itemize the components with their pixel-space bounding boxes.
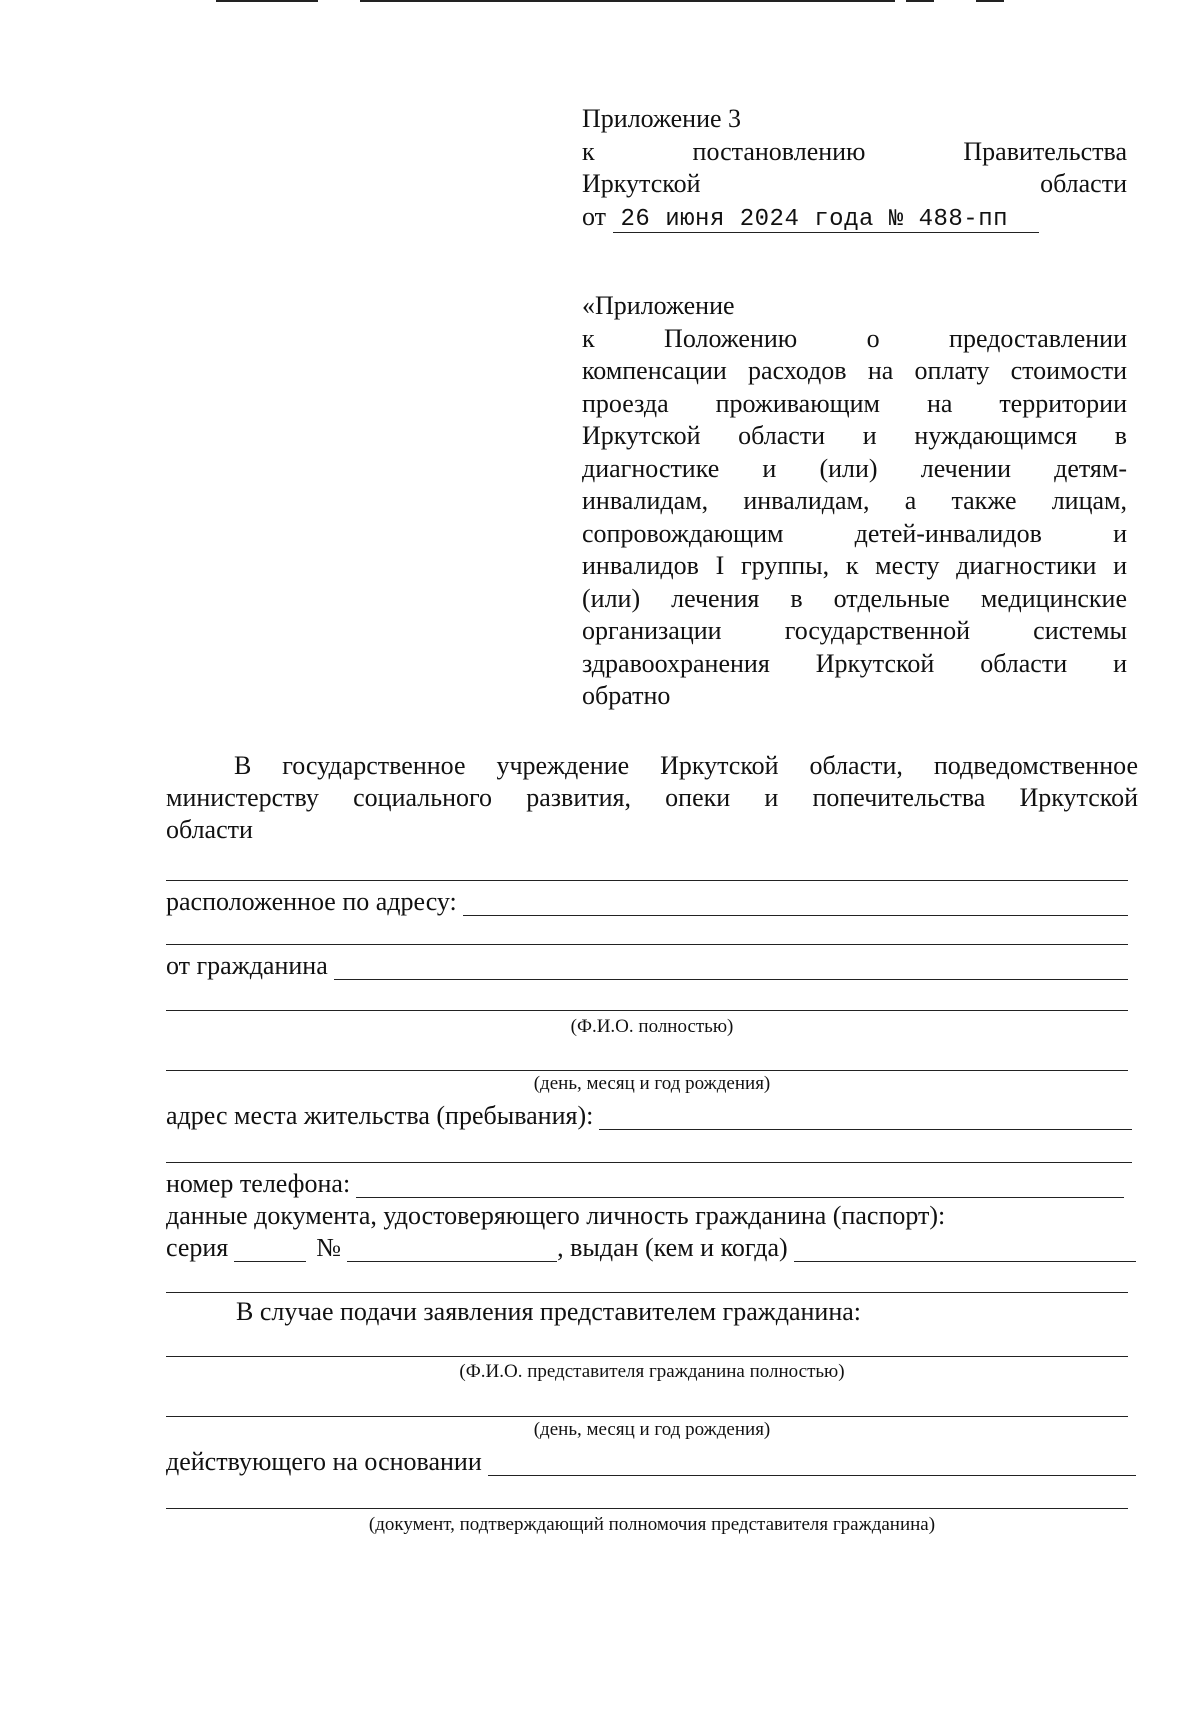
- acting-basis-label: действующего на основании: [166, 1447, 482, 1476]
- acting-basis-field[interactable]: [488, 1449, 1136, 1476]
- number-label: №: [316, 1233, 342, 1262]
- birth-caption: (день, месяц и год рождения): [533, 1073, 771, 1094]
- appendix-title: Приложение 3: [582, 104, 742, 133]
- annex-line: инвалидам, инвалидам, а также лицам,: [582, 486, 1127, 515]
- annex-line: организации государственной системы: [582, 616, 1127, 645]
- scan-artifact-line: [906, 0, 934, 2]
- appendix-resolution-line: к постановлению Правительства: [582, 136, 1128, 166]
- number-field[interactable]: [347, 1235, 557, 1262]
- annex-line: к Положению о предоставлении: [582, 323, 1127, 353]
- appendix-region-line: Иркутской области: [582, 169, 1127, 198]
- rep-birth-caption: (день, месяц и год рождения): [533, 1419, 771, 1440]
- from-citizen-field[interactable]: [334, 953, 1128, 980]
- annex-line: диагностике и (или) лечении детям-: [582, 453, 1127, 483]
- residence-address-row: [166, 1098, 1132, 1130]
- phone-field[interactable]: [356, 1171, 1124, 1198]
- located-at-row: [166, 884, 1128, 916]
- from-citizen-label: от гражданина: [166, 951, 328, 980]
- rep-birth-field[interactable]: [166, 1416, 1128, 1417]
- rep-fio-caption: (Ф.И.О. представителя гражданина полностью): [459, 1361, 845, 1382]
- authority-doc-caption: (документ, подтверждающий полномочия представителя гражданина): [368, 1514, 936, 1535]
- phone-label: номер телефона:: [166, 1169, 351, 1198]
- annex-line: Иркутской области и нуждающимся в: [582, 421, 1127, 450]
- addressee-line: В государственное учреждение Иркутской области, подведомственное: [234, 751, 1138, 780]
- address-extra-field[interactable]: [166, 944, 1128, 945]
- series-label: серия: [166, 1233, 229, 1262]
- from-citizen-row: [166, 948, 1128, 980]
- annex-line: обратно: [582, 681, 671, 710]
- annex-line: здравоохранения Иркутской области и: [582, 648, 1127, 678]
- resolution-date-number: 26 июня 2024 года № 488-пп: [613, 204, 1039, 233]
- representative-intro: В случае подачи заявления представителем гражданина:: [236, 1297, 862, 1326]
- citizen-fio-field[interactable]: [166, 1010, 1128, 1011]
- appendix-header: [582, 103, 1127, 233]
- authority-doc-field[interactable]: [166, 1508, 1128, 1509]
- residence-address-label: адрес места жительства (пребывания):: [166, 1101, 594, 1130]
- id-document-label: данные документа, удостоверяющего личность гражданина (паспорт):: [166, 1201, 946, 1230]
- issued-label: , выдан (кем и когда): [557, 1233, 788, 1262]
- addressee-paragraph: [166, 750, 1138, 846]
- annex-line: сопровождающим детей-инвалидов и: [582, 518, 1127, 548]
- annex-line: инвалидов I группы, к месту диагностики и: [582, 551, 1127, 580]
- annex-line: «Приложение: [582, 291, 735, 320]
- located-at-label: расположенное по адресу:: [166, 887, 457, 916]
- issued-field[interactable]: [794, 1235, 1136, 1262]
- located-at-field[interactable]: [463, 889, 1128, 916]
- addressee-line: области: [166, 815, 253, 844]
- appendix-date-line: от 26 июня 2024 года № 488-пп: [582, 201, 1127, 234]
- fio-caption: (Ф.И.О. полностью): [570, 1016, 734, 1037]
- issued-extra-field[interactable]: [166, 1292, 1128, 1293]
- id-document-row: [166, 1198, 1140, 1230]
- residence-address-extra-field[interactable]: [166, 1162, 1132, 1163]
- annex-header: [582, 290, 1127, 713]
- citizen-birth-field[interactable]: [166, 1070, 1128, 1071]
- annex-line: (или) лечения в отдельные медицинские: [582, 583, 1127, 613]
- scan-artifact-line: [216, 0, 318, 2]
- residence-address-field[interactable]: [599, 1103, 1132, 1130]
- addressee-line: министерству социального развития, опеки и попечительства Иркутской: [166, 783, 1138, 812]
- rep-fio-field[interactable]: [166, 1356, 1128, 1357]
- scan-artifact-line: [976, 0, 1004, 2]
- annex-line: компенсации расходов на оплату стоимости: [582, 356, 1127, 385]
- acting-basis-row: [166, 1444, 1136, 1476]
- passport-row: [166, 1230, 1136, 1262]
- institution-name-field[interactable]: [166, 880, 1128, 881]
- representative-intro-row: [166, 1294, 1140, 1326]
- series-field[interactable]: [234, 1235, 306, 1262]
- phone-row: [166, 1166, 1124, 1198]
- annex-line: проезда проживающим на территории: [582, 388, 1127, 418]
- scan-artifact-line: [360, 0, 895, 2]
